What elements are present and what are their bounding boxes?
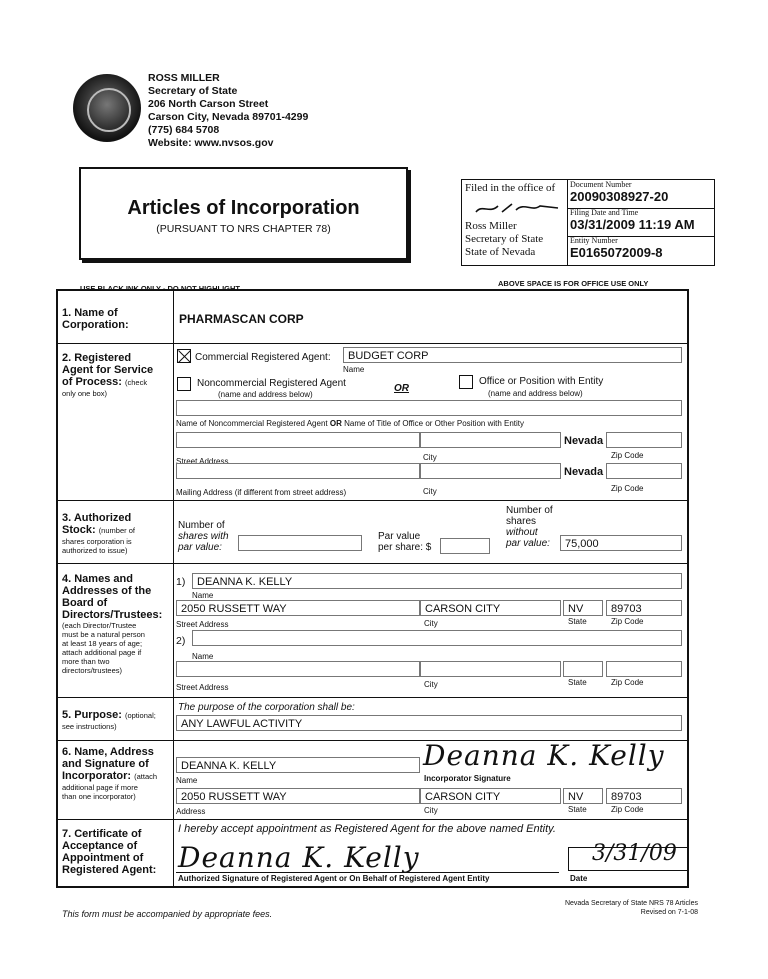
- section-4-heading: 4. Names and Addresses of the Board of Directors/Trustees: (each Director/Trustee must be a natural person at least 18 years of age; attach additional page if more than two directors/trustees): [62, 573, 163, 675]
- agent-name-caption: Name: [343, 365, 365, 374]
- address-caption: Address: [176, 807, 206, 816]
- secretary-name: Ross Miller: [465, 220, 517, 232]
- commercial-agent-checkbox[interactable]: [177, 349, 191, 363]
- office-position-checkbox[interactable]: [459, 375, 473, 389]
- shares-without-par-field[interactable]: 75,000: [560, 535, 682, 551]
- address-line-1: 206 North Carson Street: [148, 98, 269, 110]
- city-caption: City: [424, 619, 438, 628]
- incorporator-signature-caption: Incorporator Signature: [424, 774, 511, 783]
- zip-caption: Zip Code: [611, 451, 644, 460]
- entity-number: E0165072009-8: [570, 245, 663, 260]
- official-name: ROSS MILLER: [148, 72, 220, 84]
- zip-caption: Zip Code: [611, 617, 644, 626]
- director-name-caption-2: Name: [192, 652, 214, 661]
- incorporator-name-caption: Name: [176, 776, 198, 785]
- shares-with-par-label: Number of shares with par value:: [178, 520, 229, 553]
- document-title: Articles of Incorporation: [127, 197, 360, 219]
- office-use-note: ABOVE SPACE IS FOR OFFICE USE ONLY: [498, 279, 649, 288]
- agent-street-field[interactable]: [176, 432, 420, 448]
- commercial-agent-label: Commercial Registered Agent:: [195, 352, 331, 363]
- articles-form: [56, 289, 689, 888]
- date-caption: Date: [570, 874, 588, 883]
- agent-name-field[interactable]: [176, 400, 682, 416]
- incorporator-zip-field[interactable]: 89703: [606, 788, 682, 804]
- director-1-street-field[interactable]: 2050 RUSSETT WAY: [176, 600, 420, 616]
- agent-name-row-label: Name of Noncommercial Registered Agent OR Name of Title of Office or Other Position with Entity: [176, 419, 525, 428]
- divider: [58, 500, 687, 501]
- mailing-caption: Mailing Address (if different from street address): [176, 488, 347, 497]
- shares-with-par-field[interactable]: [238, 535, 362, 551]
- mailing-city-field[interactable]: [420, 463, 561, 479]
- divider: [58, 819, 687, 820]
- director-2-name-field[interactable]: [192, 630, 682, 646]
- mailing-zip-field[interactable]: [606, 463, 682, 479]
- purpose-prompt: The purpose of the corporation shall be:: [178, 702, 355, 713]
- agent-city-field[interactable]: [420, 432, 561, 448]
- city-caption-2: City: [424, 680, 438, 689]
- director-1-name-field[interactable]: DEANNA K. KELLY: [192, 573, 682, 589]
- section-1-heading: 1. Name of Corporation:: [62, 307, 129, 331]
- zip-caption: Zip Code: [611, 805, 644, 814]
- secretary-office: Secretary of State: [465, 233, 544, 245]
- director-1-city-field[interactable]: CARSON CITY: [420, 600, 561, 616]
- director-2-city-field[interactable]: [420, 661, 561, 677]
- header-block: [148, 72, 308, 150]
- incorporator-city-field[interactable]: CARSON CITY: [420, 788, 561, 804]
- director-1-number: 1): [176, 576, 186, 588]
- agent-date: 3/31/09: [592, 841, 677, 866]
- noncommercial-agent-label: Noncommercial Registered Agent: [197, 378, 346, 389]
- document-number: 20090308927-20: [570, 189, 669, 204]
- website: Website: www.nvsos.gov: [148, 137, 274, 149]
- incorporator-state-field[interactable]: NV: [563, 788, 603, 804]
- entity-number-label: Entity Number: [570, 236, 618, 245]
- state-caption: State: [568, 617, 587, 626]
- noncommercial-agent-checkbox[interactable]: [177, 377, 191, 391]
- agent-zip-field[interactable]: [606, 432, 682, 448]
- ink-note: USE BLACK INK ONLY - DO NOT HIGHLIGHT: [80, 284, 241, 293]
- section-7-heading: 7. Certificate of Acceptance of Appointment of Registered Agent:: [62, 828, 157, 876]
- incorporator-address-field[interactable]: 2050 RUSSETT WAY: [176, 788, 420, 804]
- address-line-2: Carson City, Nevada 89701-4299: [148, 111, 309, 123]
- section-3-heading: 3. Authorized Stock: (number of shares corporation is authorized to issue): [62, 512, 135, 555]
- divider: [58, 697, 687, 698]
- director-2-state-field[interactable]: [563, 661, 603, 677]
- filing-date-cell: [568, 208, 714, 237]
- office-position-label: Office or Position with Entity: [479, 376, 604, 387]
- nevada-state-seal: [73, 74, 141, 142]
- phone: (775) 684 5708: [148, 124, 220, 136]
- agent-signature: Deanna K. Kelly: [178, 841, 420, 874]
- divider: [58, 343, 687, 344]
- acceptance-statement: I hereby accept appointment as Registered Agent for the above named Entity.: [178, 823, 556, 835]
- mailing-street-field[interactable]: [176, 463, 420, 479]
- street-caption: Street Address: [176, 457, 229, 466]
- office-position-sub: (name and address below): [488, 389, 583, 398]
- shares-without-par-label: Number of shares without par value:: [506, 505, 553, 549]
- form-reference: Nevada Secretary of State NRS 78 Articles Revised on 7-1-08: [564, 900, 698, 916]
- zip-caption-2: Zip Code: [611, 484, 644, 493]
- director-1-zip-field[interactable]: 89703: [606, 600, 682, 616]
- entity-number-cell: [568, 236, 714, 264]
- director-2-number: 2): [176, 635, 186, 647]
- state-caption-2: State: [568, 678, 587, 687]
- par-value-label: Par value per share: $: [378, 531, 432, 553]
- mailing-state-value: Nevada: [564, 466, 604, 478]
- director-2-street-field[interactable]: [176, 661, 420, 677]
- fees-note: This form must be accompanied by appropriate fees.: [62, 909, 273, 919]
- section-5-heading: 5. Purpose: (optional; see instructions): [62, 709, 156, 731]
- divider: [58, 563, 687, 564]
- filing-office-block: [462, 180, 568, 265]
- form-column-divider: [173, 291, 174, 886]
- agent-state-value: Nevada: [564, 435, 604, 447]
- director-name-caption: Name: [192, 591, 214, 600]
- section-2-heading: 2. Registered Agent for Service of Process: (check only one box): [62, 352, 154, 398]
- agent-signature-caption: Authorized Signature of Registered Agent or On Behalf of Registered Agent Entity: [178, 874, 490, 883]
- secretary-signature: [468, 198, 560, 218]
- filing-stamp-box: [461, 179, 715, 266]
- state-caption: State: [568, 805, 587, 814]
- filing-date: 03/31/2009 11:19 AM: [570, 217, 695, 232]
- par-value-field[interactable]: [440, 538, 490, 554]
- incorporator-signature: Deanna K. Kelly: [423, 739, 665, 772]
- city-caption: City: [423, 453, 437, 462]
- street-caption-2: Street Address: [176, 683, 229, 692]
- director-2-zip-field[interactable]: [606, 661, 682, 677]
- city-caption: City: [424, 806, 438, 815]
- incorporator-name-field[interactable]: DEANNA K. KELLY: [176, 757, 420, 773]
- section-6-heading: 6. Name, Address and Signature of Incorporator: (attach additional page if more than one incorporator): [62, 746, 158, 801]
- corporation-name: PHARMASCAN CORP: [179, 312, 304, 326]
- title-box: [79, 167, 408, 260]
- filing-date-label: Filing Date and Time: [570, 208, 639, 217]
- purpose-field[interactable]: ANY LAWFUL ACTIVITY: [176, 715, 682, 731]
- zip-caption-2: Zip Code: [611, 678, 644, 687]
- filed-in-label: Filed in the office of: [465, 182, 556, 194]
- secretary-state: State of Nevada: [465, 246, 536, 258]
- noncommercial-agent-sub: (name and address below): [218, 390, 313, 399]
- document-subtitle: (PURSUANT TO NRS CHAPTER 78): [156, 223, 331, 235]
- office-name: Secretary of State: [148, 85, 238, 97]
- document-number-cell: [568, 180, 714, 209]
- city-caption-2: City: [423, 487, 437, 496]
- signature-line: [176, 872, 559, 873]
- commercial-agent-name-field[interactable]: BUDGET CORP: [343, 347, 682, 363]
- or-text: OR: [394, 383, 409, 394]
- document-number-label: Document Number: [570, 180, 632, 189]
- director-1-state-field[interactable]: NV: [563, 600, 603, 616]
- street-caption: Street Address: [176, 620, 229, 629]
